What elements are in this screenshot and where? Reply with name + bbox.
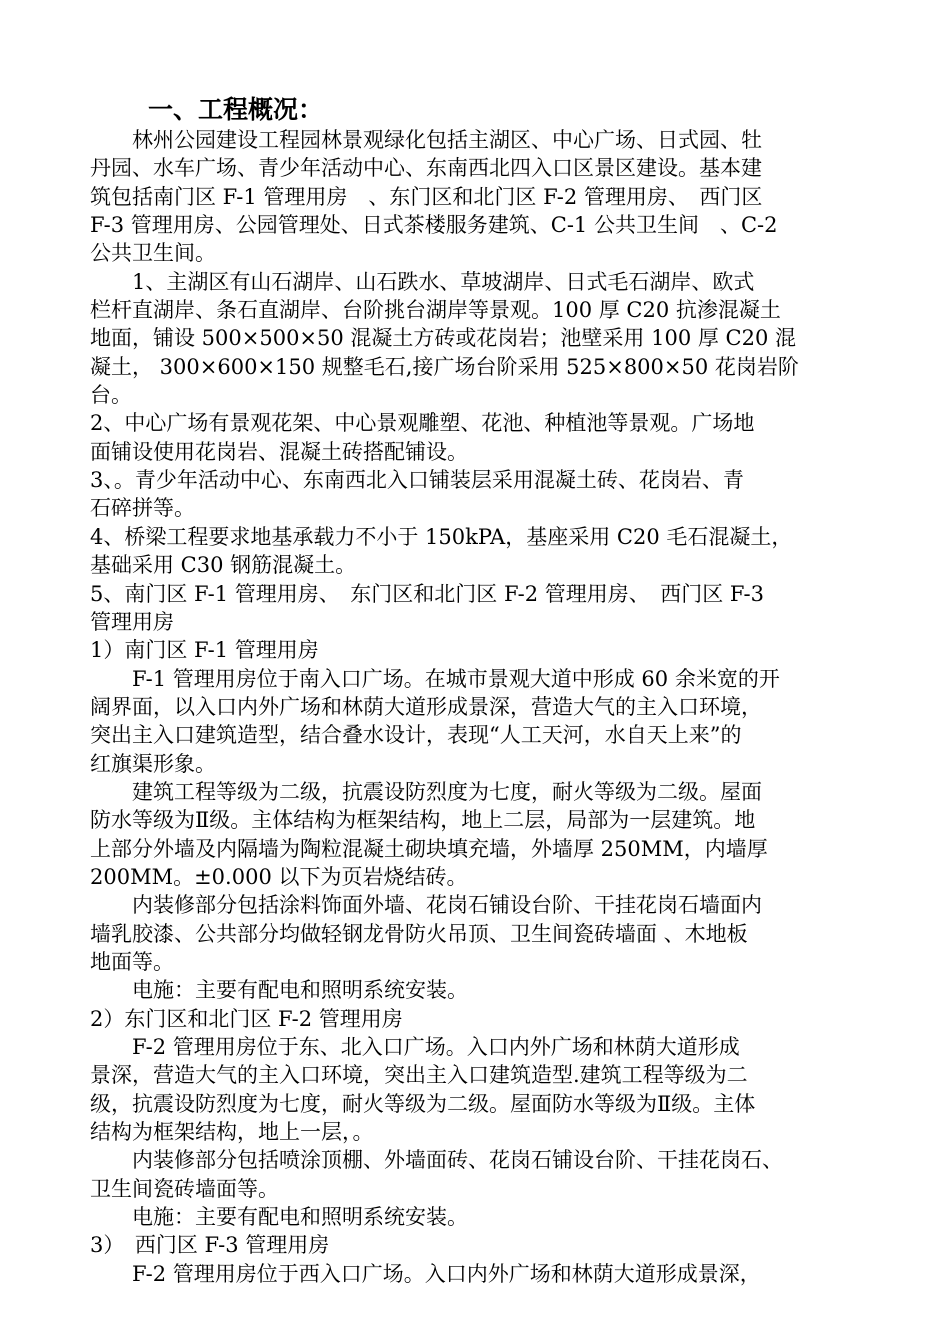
text-line: 栏杆直湖岸、条石直湖岸、台阶挑台湖岸等景观。100 厚 C20 抗渗混凝土: [90, 298, 781, 323]
text-line: 景深，营造大气的主入口环境，突出主入口建筑造型.建筑工程等级为二: [90, 1063, 748, 1088]
text-line: 地面等。: [90, 949, 174, 974]
text-line: 上部分外墙及内隔墙为陶粒混凝土砌块填充墙，外墙厚 250MM，内墙厚: [90, 836, 768, 861]
text-line: 阔界面，以入口内外广场和林荫大道形成景深，营造大气的主入口环境，: [90, 694, 762, 719]
text-line: 红旗渠形象。: [90, 751, 216, 776]
text-line: 突出主入口建筑造型，结合叠水设计，表现“人工天河，水自天上来”的: [90, 723, 742, 748]
text-line: F-2 管理用房位于西入口广场。入口内外广场和林荫大道形成景深，: [90, 1261, 761, 1286]
text-line: 1、主湖区有山石湖岸、山石跌水、草坡湖岸、日式毛石湖岸、欧式: [90, 269, 755, 294]
text-line: 基础采用 C30 钢筋混凝土。: [90, 553, 357, 578]
text-line: F-2 管理用房位于东、北入口广场。入口内外广场和林荫大道形成: [90, 1035, 740, 1059]
text-line: 结构为框架结构，地上一层，。: [90, 1120, 374, 1145]
text-line: 4、桥梁工程要求地基承载力不小于 150kPA，基座采用 C20 毛石混凝土，: [90, 524, 793, 549]
text-line: 2）东门区和北门区 F-2 管理用房: [90, 1006, 403, 1031]
text-line: 3） 西门区 F-3 管理用房: [90, 1233, 330, 1258]
text-line: 电施：主要有配电和照明系统安装。: [90, 1205, 468, 1230]
text-line: 3、。青少年活动中心、东南西北入口铺装层采用混凝土砖、花岗岩、青: [90, 468, 744, 493]
text-line: 墙乳胶漆、公共部分均做轻钢龙骨防火吊顶、卫生间瓷砖墙面 、木地板: [90, 921, 748, 946]
text-line: F-1 管理用房位于南入口广场。在城市景观大道中形成 60 余米宽的开: [90, 666, 780, 691]
text-line: 丹园、水车广场、青少年活动中心、东南西北四入口区景区建设。基本建: [90, 156, 762, 181]
text-line: 管理用房: [90, 609, 174, 634]
text-line: 级，抗震设防烈度为七度，耐火等级为二级。屋面防水等级为Ⅱ级。主体: [90, 1091, 756, 1116]
text-line: 筑包括南门区 F-1 管理用房 、东门区和北门区 F-2 管理用房、 西门区: [90, 184, 763, 209]
text-line: 面铺设使用花岗岩、混凝土砖搭配铺设。: [90, 439, 468, 464]
text-line: 200MM。±0.000 以下为页岩烧结砖。: [90, 864, 468, 889]
text-line: 内装修部分包括喷涂顶棚、外墙面砖、花岗石铺设台阶、干挂花岗石、: [90, 1148, 783, 1173]
text-line: 卫生间瓷砖墙面等。: [90, 1176, 279, 1201]
text-line: 台。: [90, 383, 132, 408]
body-text: [90, 126, 870, 1288]
text-line: 地面，铺设 500×500×50 混凝土方砖或花岗岩；池壁采用 100 厚 C20 混: [90, 326, 796, 351]
text-line: 公共卫生间。: [90, 241, 216, 266]
text-line: 内装修部分包括涂料饰面外墙、花岗石铺设台阶、干挂花岗石墙面内: [90, 893, 762, 918]
text-line: 凝土， 300×600×150 规整毛石,接广场台阶采用 525×800×50 花岗岩阶: [90, 354, 799, 379]
text-line: 电施：主要有配电和照明系统安装。: [90, 978, 468, 1003]
section-heading: 一、工程概况：: [148, 95, 324, 124]
text-line: 石碎拼等。: [90, 496, 195, 521]
text-line: 防水等级为Ⅱ级。主体结构为框架结构，地上二层，局部为一层建筑。地: [90, 808, 756, 833]
text-line: 1）南门区 F-1 管理用房: [90, 638, 319, 663]
text-line: 2、中心广场有景观花架、中心景观雕塑、花池、种植池等景观。广场地: [90, 411, 755, 436]
text-line: 林州公园建设工程园林景观绿化包括主湖区、中心广场、日式园、牡: [90, 128, 762, 152]
text-line: 5、南门区 F-1 管理用房、 东门区和北门区 F-2 管理用房、 西门区 F-3: [90, 581, 764, 606]
text-line: 建筑工程等级为二级，抗震设防烈度为七度，耐火等级为二级。屋面: [90, 779, 762, 804]
text-line: F-3 管理用房、公园管理处、日式茶楼服务建筑、C-1 公共卫生间 、C-2: [90, 213, 778, 238]
